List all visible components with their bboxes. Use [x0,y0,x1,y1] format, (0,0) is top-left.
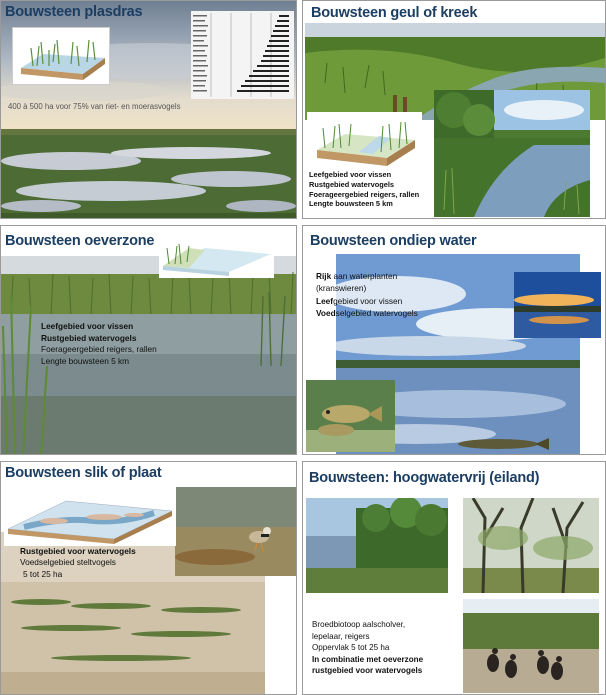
pike-fish-photo [453,434,553,452]
oeverzone-line: Leefgebied voor vissen [41,321,134,331]
panel-title-geul-kreek: Bouwsteen geul of kreek [311,5,478,21]
species-chart-image [191,11,294,99]
ondiep-rest: selgebied watervogels [335,307,418,318]
panel-title-oeverzone: Bouwsteen oeverzone [5,233,155,249]
panel-plasdras [0,0,297,219]
ondiep-text [316,270,418,319]
ondiep-bold: Voed [316,307,336,318]
hoogwatervrij-line: lepelaar, reigers [312,631,370,641]
slik-line: Rustgebied voor watervogels [20,546,136,556]
plasdras-caption: 400 à 500 ha voor 75% van riet- en moerasvogels [8,102,181,111]
plasdras-block-diagram [12,27,110,85]
slik-map-diagram [4,487,176,546]
panel-title-ondiep-water: Bouwsteen ondiep water [310,233,477,249]
creek-water-photo [434,90,590,217]
ondiep-bold: Rijk [316,271,332,281]
slik-line: 5 tot 25 ha [23,568,63,579]
creek-line: Rustgebied watervogels [309,179,395,189]
plover-bird-photo [175,487,297,576]
oeverzone-line: Foerageergebied reigers, rallen [41,344,157,354]
oeverzone-line: Rustgebied watervogels [41,332,137,343]
slik-line: Voedselgebied steltvogels [20,557,116,568]
oeverzone-line: Lengte bouwsteen 5 km [41,355,130,366]
creek-block-diagram [307,112,422,170]
panel-ondiep-water [302,225,606,455]
panel-title-plasdras: Bouwsteen plasdras [5,4,143,20]
slik-text [20,546,136,580]
fish-underwater-photo [306,380,395,452]
creek-line: Leefgebied voor vissen [309,170,392,179]
ondiep-rest: aan waterplanten [331,271,398,281]
ondiep-line: (kranswieren) [316,283,367,294]
creek-line: Lengte bouwsteen 5 km [309,199,393,209]
ondiep-bold: Leef [316,295,334,306]
panel-geul-kreek [302,0,606,219]
hoogwatervrij-text [312,619,423,677]
ondiep-rest: gebied voor vissen [333,295,403,306]
cormorant-colony-photo [463,599,599,693]
panel-hoogwatervrij [302,461,606,695]
sunset-lake-photo [514,272,601,338]
island-trees-photo [306,498,448,593]
panel-title-slik-plaat: Bouwsteen slik of plaat [5,465,162,481]
hoogwatervrij-line: Oppervlak 5 tot 25 ha [312,643,390,652]
panel-oeverzone [0,225,297,455]
hoogwatervrij-bold-line: rustgebied voor watervogels [312,666,423,675]
panel-title-hoogwatervrij: Bouwsteen: hoogwatervrij (eiland) [309,470,540,486]
hoogwatervrij-line: Broedbiotoop aalscholver, [312,620,406,629]
oeverzone-text [41,321,157,367]
hoogwatervrij-bold-line: In combinatie met oeverzone [312,654,424,664]
panel-slik-plaat [0,461,297,695]
creek-text [309,170,419,209]
willow-trees-photo [463,498,599,593]
oeverzone-block-diagram [159,236,274,278]
creek-line: Foerageergebied reigers, rallen [309,189,420,199]
